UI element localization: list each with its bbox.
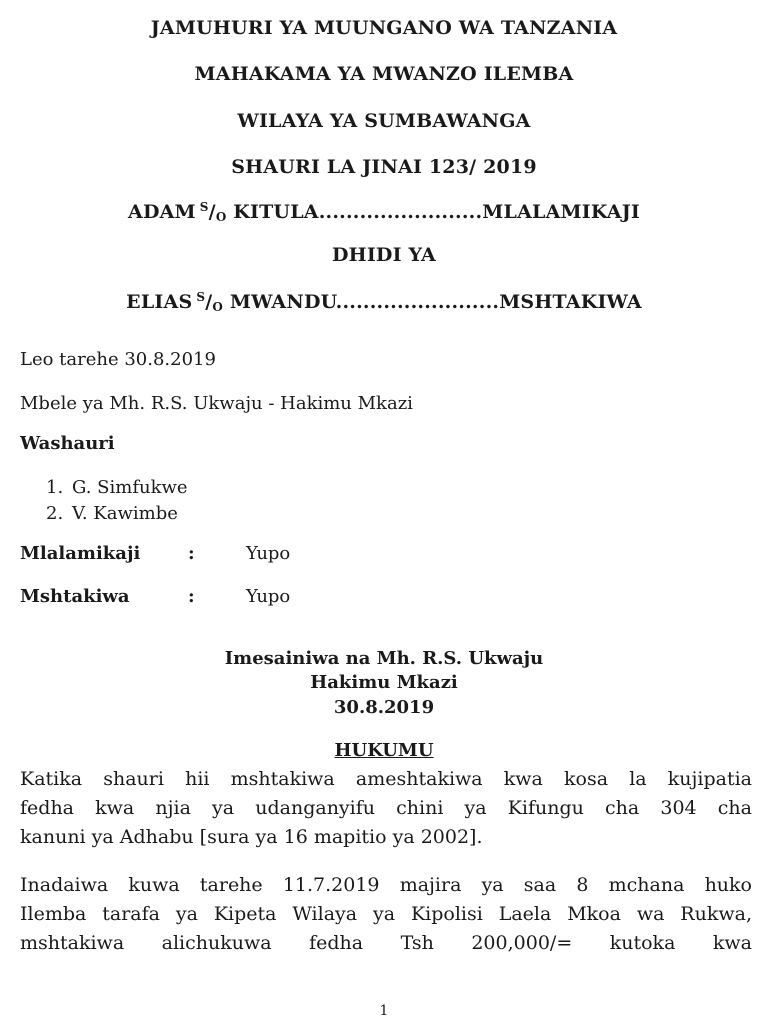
- complainant-line: ADAM $^S/_O$ KITULA........................MLALAMIKAJI: [128, 200, 640, 224]
- accused-dots: ........................: [335, 291, 500, 313]
- header-court: MAHAKAMA YA MWANZO ILEMBA: [194, 63, 574, 85]
- signed-by: Imesainiwa na Mh. R.S. Ukwaju: [224, 648, 544, 669]
- complainant-surname: KITULA: [233, 201, 319, 223]
- assessors-list: [46, 475, 188, 527]
- session-date: Leo tarehe 30.8.2019: [20, 349, 216, 370]
- accused-rel-sub: O: [212, 300, 224, 314]
- header-district: WILAYA YA SUMBAWANGA: [237, 110, 531, 132]
- list-item: 1. G. Simfukwe: [46, 477, 188, 498]
- header-country: JAMUHURI YA MUUNGANO WA TANZANIA: [150, 17, 618, 39]
- accused-status: Yupo: [246, 586, 291, 607]
- paragraph-line: kanuni ya Adhabu [sura ya 16 mapitio ya 2002].: [20, 826, 483, 848]
- accused-line: ELIAS $^S/_O$ MWANDU........................MSHTAKIWA: [126, 290, 642, 314]
- complainant-rel-sup: S: [199, 200, 209, 214]
- list-item: 2. V. Kawimbe: [46, 503, 178, 524]
- complainant-name: ADAM: [128, 201, 196, 223]
- judgment-heading: HUKUMU: [334, 740, 434, 761]
- accused-name: ELIAS: [126, 291, 193, 313]
- paragraph-line: fedha kwa njia ya udanganyifu chini ya Kifungu cha 304 cha: [20, 797, 752, 819]
- signer-title: Hakimu Mkazi: [310, 672, 458, 693]
- accused-rel-sup: S: [196, 290, 206, 304]
- colon: :: [188, 586, 195, 607]
- complainant-dots: ........................: [318, 201, 483, 223]
- versus-label: DHIDI YA: [332, 244, 436, 266]
- colon: :: [188, 543, 195, 564]
- complainant-label: Mlalamikaji: [20, 543, 141, 564]
- judgment-paragraph-1: [20, 765, 752, 852]
- accused-surname: MWANDU: [229, 291, 336, 313]
- accused-label: Mshtakiwa: [20, 586, 130, 607]
- accused-role: MSHTAKIWA: [499, 291, 642, 313]
- judgment-paragraph-2: [20, 871, 752, 958]
- case-number: SHAURI LA JINAI 123/ 2019: [231, 156, 537, 178]
- page-number: 1: [379, 1003, 389, 1019]
- paragraph-line: Ilemba tarafa ya Kipeta Wilaya ya Kipolisi Laela Mkoa wa Rukwa,: [20, 903, 752, 925]
- complainant-rel-sub: O: [215, 210, 227, 224]
- paragraph-line: Inadaiwa kuwa tarehe 11.7.2019 majira ya saa 8 mchana huko: [20, 874, 752, 896]
- complainant-status: Yupo: [246, 543, 291, 564]
- paragraph-line: Katika shauri hii mshtakiwa ameshtakiwa kwa kosa la kujipatia: [20, 768, 752, 790]
- session-before: Mbele ya Mh. R.S. Ukwaju - Hakimu Mkazi: [20, 393, 413, 414]
- complainant-role: MLALAMIKAJI: [482, 201, 640, 223]
- paragraph-line: mshtakiwa alichukuwa fedha Tsh 200,000/= kutoka kwa: [20, 932, 752, 954]
- assessors-label: Washauri: [20, 433, 115, 454]
- signature-date: 30.8.2019: [333, 697, 435, 718]
